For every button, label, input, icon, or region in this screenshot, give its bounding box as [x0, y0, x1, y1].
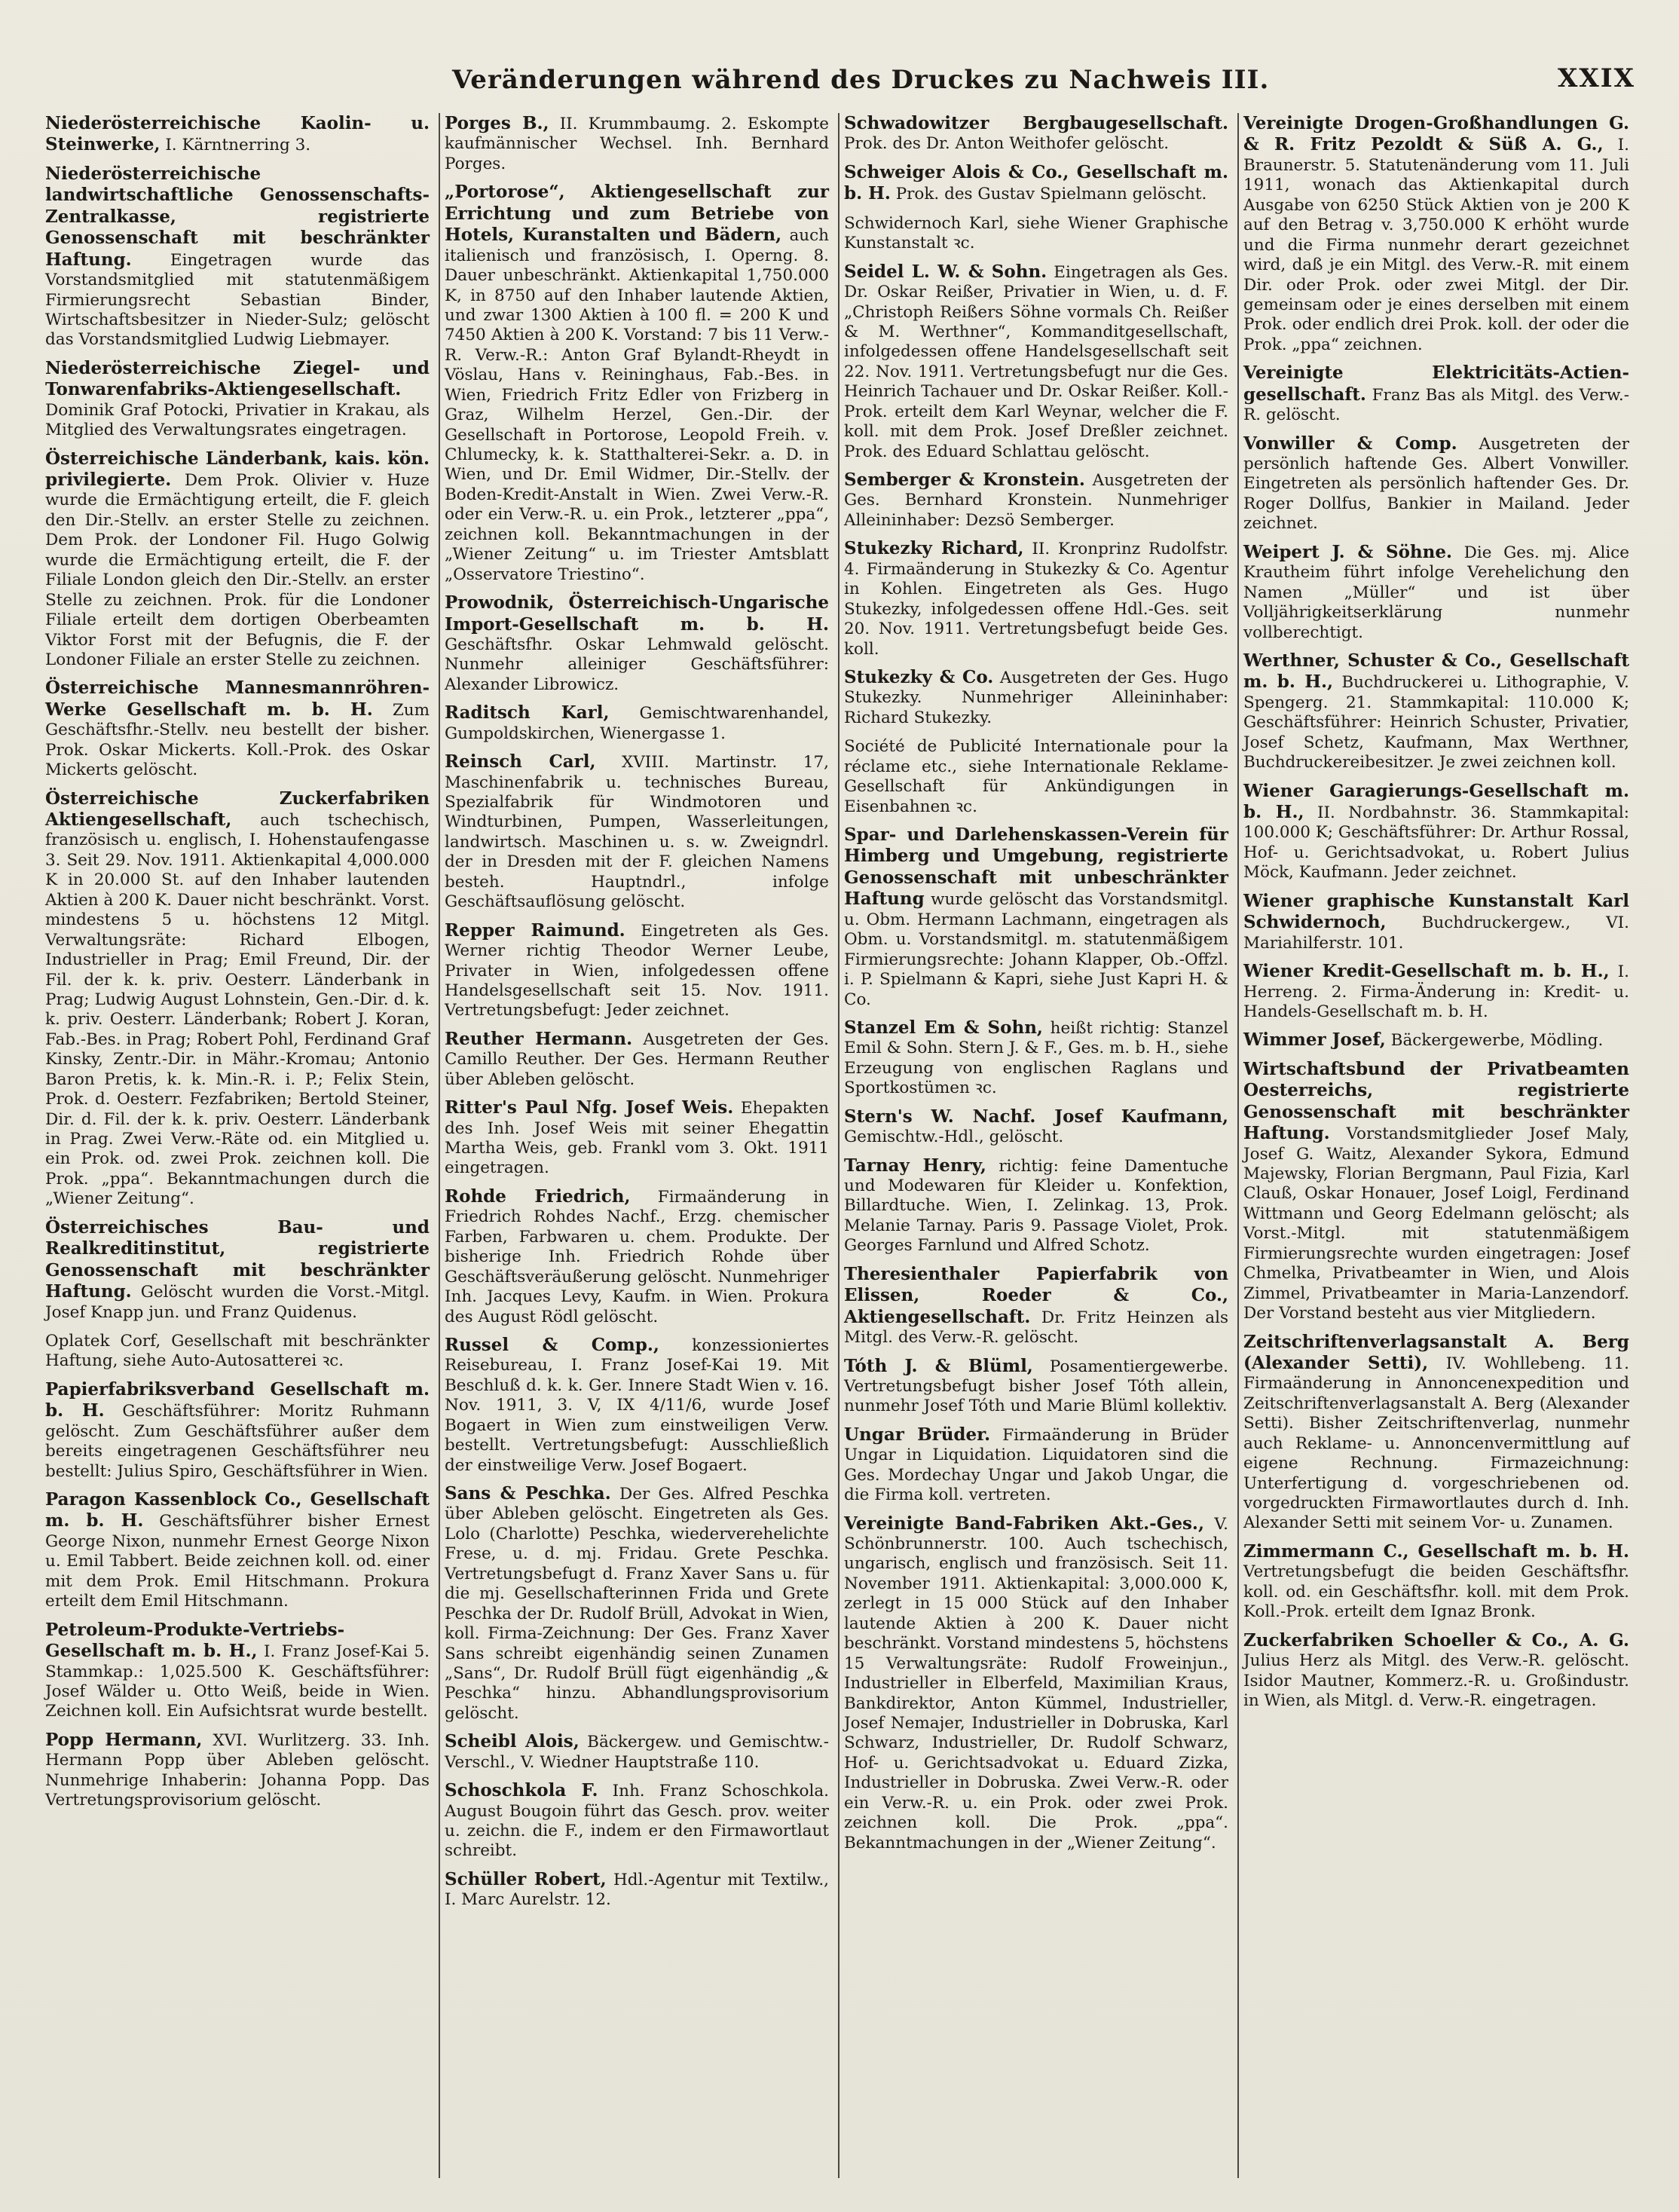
register-entry	[1243, 1630, 1629, 1712]
entry-text: Firmaänderung in Brüder Ungar in Liquidation. Liquidatoren sind die Ges. Mordechay Ungar und Jakob Ungar, die die Firma koll. vertreten.	[844, 1425, 1228, 1505]
register-entry	[445, 592, 829, 695]
entry-firm-name: Zimmermann C., Gesellschaft m. b. H.	[1243, 1540, 1629, 1562]
entry-text: I. Braunerstr. 5. Statutenänderung vom 11. Juli 1911, wonach das Aktienkapital durch Ausgabe von 6250 Stück Aktien von je 200 K auf den Betrag v. 3,750.000 K erhöht wurde und die Firma nunmehr derart gezeichnet wird, daß je ein Mitgl. des Verw.-R. mit einem Dir. oder Prok. oder zwei Mitgl. der Dir. gemeinsam oder je eines derselben mit einem Prok. oder endlich drei Prok. koll. der oder die Prok. „ppa“ zeichnen.	[1243, 136, 1629, 354]
entry-text: V. Schönbrunnerstr. 100. Auch tschechisch, ungarisch, englisch und französisch. Seit 11. November 1911. Aktienkapital: 3,000.000 K, zerlegt in 15 000 Stück auf den Inhaber lautende Aktien à 200 K. Dauer nicht beschränkt. Vorstand mindestens 5, höchstens 15 Verwaltungsräte: Rudolf Froweinjun., Industrieller in Elberfeld, Maximilian Kraus, Bankdirektor, Anton Kümmel, Industrieller, Josef Nemajer, Industrieller in Dobruska, Karl Schwarz, Industrieller, Dr. Rudolf Schwarz, Hof- u. Gerichtsadvokat u. Eduard Zizka, Industrieller in Dobruska. Zwei Verw.-R. oder ein Verw.-R. u. ein Prok. oder zwei Prok. zeichnen koll. Die Prok. „ppa“. Bekanntmachungen in der „Wiener Zeitung“.	[844, 1514, 1228, 1853]
entry-firm-name: Wirtschaftsbund der Privatbeamten Oesterreichs, registrierte Genossenschaft mit beschränkter Haftung.	[1243, 1058, 1629, 1144]
entry-firm-name: Schüller Robert,	[445, 1868, 607, 1889]
entry-firm-name: Repper Raimund.	[445, 919, 625, 941]
entry-text: richtig: feine Damentuche und Modewaren für Kleider u. Konfektion, Billardtuche. Wien, I. Zelinkag. 13, Prok. Melanie Tarnay. Paris 9. Passage Violet, Prok. Georges Farnlund und Alfred Schotz.	[844, 1156, 1228, 1256]
register-entry	[1243, 1541, 1629, 1623]
register-entry	[445, 1483, 829, 1724]
text-columns	[41, 113, 1640, 2178]
entry-firm-name: Porges B.,	[445, 113, 549, 133]
entry-firm-name: Niederösterreichische Kaolin- u. Steinwerke,	[45, 113, 430, 155]
entry-text: II. Kronprinz Rudolfstr. 4. Firmaänderung in Stukezky & Co. Agentur in Kohlen. Eingetreten als Ges. Hugo Stukezky, infolgedessen offene Hdl.-Ges. seit 20. Nov. 1911. Vertretungsbefugt beide Ges. koll.	[844, 540, 1228, 659]
entry-firm-name: Stukezky Richard,	[844, 538, 1024, 559]
entry-firm-name: Schweiger Alois & Co., Gesellschaft m. b. H.	[844, 161, 1228, 204]
entry-text: Inh. Franz Schoschkola. August Bougoin führt das Gesch. prov. weiter u. zeichn. die F., indem er den Firmawortlaut schreibt.	[445, 1782, 829, 1861]
entry-text: Der Ges. Alfred Peschka über Ableben gelöscht. Eingetreten als Ges. Lolo (Charlotte) Peschka, wiederverehelichte Frese, u. d. mj. Fridau. Grete Peschka. Vertretungsbefugt d. Franz Xaver Sans u. für die mj. Gesellschafterinnen Frida und Grete Peschka der Dr. Rudolf Brüll, Advokat in Wien, koll. Firma-Zeichnung: Der Ges. Franz Xaver Sans schreibt eigenhändig seinen Zunamen „Sans“, Dr. Rudolf Brüll fügt eigenhändig „& Peschka“ hinzu. Abhandlungsprovisorium gelöscht.	[445, 1485, 830, 1723]
entry-text: Société de Publicité Internationale pour la réclame etc., siehe Internationale Reklame-Gesellschaft für Ankündigungen in Eisenbahnen ꝛc.	[844, 737, 1228, 816]
register-entry	[1243, 1030, 1629, 1051]
entry-text: Prok. des Gustav Spielmann gelöscht.	[895, 185, 1207, 204]
column-4	[1239, 113, 1638, 2178]
entry-text: Dr. Fritz Heinzen als Mitgl. des Verw.-R. gelöscht.	[844, 1308, 1228, 1348]
entry-text: XVIII. Martinstr. 17, Maschinenfabrik u. technisches Bureau, Spezialfabrik für Windmotoren und Windturbinen, Pumpen, Wasserleitungen, landwirtsch. Maschinen u. s. w. Zweigndrl. der in Dresden mit der F. gleichen Namens besteh. Hauptndrl., infolge Geschäftsauflösung gelöscht.	[445, 753, 829, 912]
register-entry	[445, 920, 829, 1021]
entry-firm-name: Russel & Comp.,	[445, 1334, 659, 1355]
register-entry	[445, 1731, 829, 1773]
entry-firm-name: Werthner, Schuster & Co., Gesellschaft m. b. H.,	[1243, 650, 1629, 693]
register-entry	[844, 1513, 1228, 1853]
entry-firm-name: „Portorose“, Aktiengesellschaft zur Errichtung und zum Betriebe von Hotels, Kuranstalten und Bädern,	[445, 182, 829, 246]
entry-text: Vorstandsmitglieder Josef Maly, Josef G. Waitz, Alexander Sykora, Edmund Majewsky, Florian Bergmann, Paul Fizia, Karl Clauß, Oskar Honauer, Josef Loigl, Ferdinand Wittmann und Georg Edelmann gelöscht; als Vorst.-Mitgl. mit statutenmäßigem Firmierungsrechte wurden eingetragen: Josef Chmelka, Privatbeamter in Wien, und Alois Zimmel, Privatbeamter in Maria-Lanzendorf. Der Vorstand besteht aus vier Mitgliedern.	[1243, 1124, 1629, 1323]
entry-firm-name: Österreichische Mannesmannröhren-Werke Gesellschaft m. b. H.	[45, 678, 430, 720]
entry-text: Oplatek Corf, Gesellschaft mit beschränkter Haftung, siehe Auto-Autosatterei ꝛc.	[45, 1331, 430, 1371]
entry-text: Ausgetreten der Ges. Hugo Stukezky. Nunmehriger Alleininhaber: Richard Stukezky.	[844, 668, 1228, 727]
register-entry	[1243, 961, 1629, 1022]
register-entry	[445, 182, 829, 585]
entry-text: Die Ges. mj. Alice Krautheim führt infolge Verehelichung den Namen „Müller“ und ist über Volljährigkeitserklärung nunmehr vollberechtigt.	[1243, 543, 1629, 642]
entry-text: Eingetreten als Ges. Werner richtig Theodor Werner Leube, Privater in Wien, infolgedessen offene Handelsgesellschaft seit 15. Nov. 1911. Vertretungsbefugt: Jeder zeichnet.	[445, 921, 829, 1020]
register-entry	[445, 1869, 829, 1911]
entry-text: Gemischtw.-Hdl., gelöscht.	[844, 1127, 1064, 1147]
register-entry	[844, 1106, 1228, 1148]
register-entry	[844, 1017, 1228, 1099]
register-entry	[445, 113, 829, 174]
register-entry	[1243, 542, 1629, 643]
register-entry	[1243, 1332, 1629, 1534]
register-entry	[844, 1155, 1228, 1256]
register-entry	[445, 1029, 829, 1090]
entry-text: Dem Prok. Olivier v. Huze wurde die Ermächtigung erteilt, die F. gleich den Dir.-Stellv. an erster Stelle zu zeichnen. Dem Prok. der Londoner Fil. Hugo Golwig wurde die Ermächtigung erteilt, die F. der Filiale London gleich den Dir.-Stellv. an erster Stelle zu zeichnen. Prok. für die Londoner Filiale erteilt dem dortigen Oberbeamten Viktor Forst mit der Befugnis, die F. der Londoner Filiale an erster Stelle zu zeichnen.	[45, 471, 430, 669]
entry-text: Bäckergewerbe, Mödling.	[1390, 1031, 1604, 1051]
register-entry	[1243, 650, 1629, 773]
entry-text: auch italienisch und französisch, I. Operng. 8. Dauer unbeschränkt. Aktienkapital 1,750.000 K, in 8750 auf den Inhaber lautende Aktien, und zwar 1300 Aktien à 100 fl. = 200 K und 7450 Aktien à 200 K. Vorstand: 7 bis 11 Verw.-R. Verw.-R.: Anton Graf Bylandt-Rheydt in Vöslau, Hans v. Reininghaus, Fab.-Bes. in Wien, Friedrich Fritz Edler von Frizberg in Graz, Wilhelm Herzel, Gen.-Dir. der Gesellschaft in Portorose, Leopold Freih. v. Chlumecky, k. k. Statthalterei-Sekr. a. D. in Wien, und Dr. Emil Widmer, Dir.-Stellv. der Boden-Kredit-Anstalt in Wien. Zwei Verw.-R. oder ein Verw.-R. u. ein Prok., letzterer „ppa“, zeichnen koll. Bekanntmachungen in der „Wiener Zeitung“ u. im Triester Amtsblatt „Osservatore Triestino“.	[445, 226, 829, 584]
register-entry	[844, 667, 1228, 728]
entry-text: Hdl.-Agentur mit Textilw., I. Marc Aurelstr. 12.	[445, 1870, 829, 1910]
entry-text: Prok. des Dr. Anton Weithofer gelöscht.	[844, 134, 1170, 154]
entry-text: heißt richtig: Stanzel Emil & Sohn. Stern J. & F., Ges. m. b. H., siehe Erzeugung von englischen Raglans und Sportkostümen ꝛc.	[844, 1018, 1228, 1098]
entry-text: I. Herreng. 2. Firma-Änderung in: Kredit- u. Handels-Gesellschaft m. b. H.	[1243, 962, 1629, 1021]
entry-text: Geschäftsfhr. Oskar Lehmwald gelöscht. Nunmehr alleiniger Geschäftsführer: Alexander Librowicz.	[445, 635, 829, 694]
entry-firm-name: Reuther Hermann.	[445, 1028, 633, 1049]
register-entry	[45, 1379, 430, 1482]
entry-firm-name: Österreichische Zuckerfabriken Aktiengesellschaft,	[45, 788, 430, 830]
register-entry	[844, 262, 1228, 462]
entry-text: Ehepakten des Inh. Josef Weis mit seiner Ehegattin Martha Weis, geb. Frankl vom 3. Okt. 1911 eingetragen.	[445, 1099, 829, 1178]
entry-firm-name: Scheibl Alois,	[445, 1731, 580, 1752]
entry-firm-name: Sans & Peschka.	[445, 1483, 611, 1504]
entry-firm-name: Semberger & Kronstein.	[844, 470, 1085, 490]
register-entry	[1243, 891, 1629, 953]
column-3	[840, 113, 1239, 2178]
entry-text: Dominik Graf Potocki, Privatier in Krakau, als Mitglied des Verwaltungsrates eingetragen.	[45, 400, 430, 440]
entry-firm-name: Petroleum-Produkte-Vertriebs-Gesellschaft m. b. H.,	[45, 1619, 345, 1662]
entry-firm-name: Wiener graphische Kunstanstalt Karl Schwidernoch,	[1243, 890, 1629, 933]
entry-firm-name: Vereinigte Drogen-Großhandlungen G. & R. Fritz Pezoldt & Süß A. G.,	[1243, 113, 1629, 155]
register-entry	[45, 113, 430, 156]
register-entry	[45, 448, 430, 671]
entry-text: Eingetragen wurde das Vorstandsmitglied mit statutenmäßigem Firmierungsrecht Sebastian Binder, Wirtschaftsbesitzer in Nieder-Sulz; gelöscht das Vorstandsmitglied Ludwig Liebmayer.	[45, 250, 430, 350]
register-entry	[45, 788, 430, 1210]
entry-text: wurde gelöscht das Vorstandsmitgl. u. Obm. Hermann Lachmann, eingetragen als Obm. u. Vorstandsmitgl. m. statutenmäßigem Firmierungsrechte: Johann Klapper, Ob.-Offzl. i. P. Spielmann & Kapri, siehe Just Kapri H. & Co.	[844, 890, 1228, 1009]
register-entry	[1243, 113, 1629, 355]
register-entry	[45, 1217, 430, 1323]
register-entry	[445, 1186, 829, 1327]
entry-text: Firmaänderung in Friedrich Rohdes Nachf., Erzg. chemischer Farben, Farbwaren u. chem. Produkte. Der bisherige Inh. Friedrich Rohde über Geschäftsveräußerung gelöscht. Nunmehriger Inh. Jacques Levy, Kaufm. in Wien. Prokura des August Rödl gelöscht.	[445, 1187, 829, 1326]
entry-text: Ausgetreten der Ges. Bernhard Kronstein. Nunmehriger Alleininhaber: Dezsö Semberger.	[844, 471, 1228, 530]
entry-firm-name: Seidel L. W. & Sohn.	[844, 261, 1047, 282]
entry-firm-name: Vonwiller & Comp.	[1243, 433, 1457, 454]
register-entry	[445, 1335, 829, 1476]
entry-firm-name: Theresienthaler Papierfabrik von Elissen, Roeder & Co., Aktiengesellschaft.	[844, 1263, 1228, 1327]
register-entry	[844, 538, 1228, 659]
entry-text: Gemischtwarenhandel, Gumpoldskirchen, Wienergasse 1.	[445, 704, 829, 743]
running-title: Veränderungen während des Druckes zu Nachweis III.	[452, 65, 1270, 95]
page-number: XXIX	[1557, 63, 1635, 93]
register-entry	[445, 1780, 829, 1862]
entry-firm-name: Reinsch Carl,	[445, 751, 596, 773]
entry-text: Franz Bas als Mitgl. des Verw.-R. gelöscht.	[1243, 385, 1629, 425]
entry-firm-name: Weipert J. & Söhne.	[1243, 541, 1453, 562]
register-entry	[45, 164, 430, 350]
entry-text: I. Kärntnerring 3.	[165, 136, 311, 155]
register-entry	[45, 1489, 430, 1612]
entry-text: Geschäftsführer bisher Ernest George Nixon, nunmehr Ernest George Nixon u. Emil Tabbert. Beide zeichnen koll. od. einer mit dem Prok. Emil Hitschmann. Prokura erteilt dem Emil Hitschmann.	[45, 1512, 430, 1611]
entry-firm-name: Stanzel Em & Sohn,	[844, 1017, 1043, 1038]
register-entry	[1243, 781, 1629, 883]
entry-text: Geschäftsführer: Moritz Ruhmann gelöscht. Zum Geschäftsführer außer dem bereits eingetragenen Geschäftsführer neu bestellt: Julius Spiro, Geschäftsführer in Wien.	[45, 1402, 430, 1481]
entry-text: Ausgetreten der persönlich haftende Ges. Albert Vonwiller. Eingetreten als persönlich haftender Ges. Dr. Roger Dollfus, Bankier in Mailand. Jeder zeichnet.	[1243, 434, 1629, 534]
register-entry	[844, 1264, 1228, 1348]
entry-firm-name: Ungar Brüder.	[844, 1424, 991, 1445]
column-1	[41, 113, 440, 2178]
register-entry	[45, 1730, 430, 1811]
entry-text: I. Franz Josef-Kai 5. Stammkap.: 1,025.500 K. Geschäftsführer: Josef Wälder u. Otto Weiß, beide in Wien. Zeichnen koll. Ein Aufsichtsrat wurde bestellt.	[45, 1642, 430, 1721]
entry-firm-name: Österreichische Länderbank, kais. kön. privilegierte.	[45, 448, 430, 490]
entry-text: XVI. Wurlitzerg. 33. Inh. Hermann Popp über Ableben gelöscht. Nunmehrige Inhaberin: Johanna Popp. Das Vertretungsprovisorium gelöscht.	[45, 1730, 430, 1810]
register-entry	[844, 825, 1228, 1010]
entry-text: Julius Herz als Mitgl. des Verw.-R. gelöscht. Isidor Mautner, Kommerz.-R. u. Großindustr. in Wien, als Mitgl. d. Verw.-R. eingetragen.	[1243, 1651, 1629, 1710]
register-entry	[844, 162, 1228, 205]
entry-firm-name: Schwadowitzer Bergbaugesellschaft.	[844, 113, 1228, 133]
entry-text: Buchdruckergew., VI. Mariahilferstr. 101.	[1243, 913, 1629, 953]
register-entry	[445, 1097, 829, 1179]
entry-firm-name: Österreichisches Bau- und Realkreditinstitut, registrierte Genossenschaft mit beschränkter Haftung.	[45, 1216, 430, 1302]
entry-text: Zum Geschäftsfhr.-Stellv. neu bestellt der bisher. Prok. Oskar Mickerts. Koll.-Prok. des Oskar Mickerts gelöscht.	[45, 700, 430, 780]
entry-firm-name: Stukezky & Co.	[844, 666, 994, 687]
running-head	[0, 56, 1679, 101]
entry-text: II. Krummbaumg. 2. Eskompte kaufmännischer Wechsel. Inh. Bernhard Porges.	[445, 115, 829, 173]
register-entry	[844, 213, 1228, 254]
register-entry	[844, 1424, 1228, 1506]
register-entry	[1243, 433, 1629, 534]
entry-text: Ausgetreten der Ges. Camillo Reuther. Der Ges. Hermann Reuther über Ableben gelöscht.	[445, 1030, 829, 1089]
register-entry	[45, 358, 430, 441]
register-entry	[1243, 1059, 1629, 1324]
entry-text: IV. Wohllebeng. 11. Firmaänderung in Annoncenexpedition und Zeitschriftenverlagsanstalt A. Berg (Alexander Setti). Bisher Zeitschriftenverlag, nunmehr auch Reklame- u. Annoncenvermittlung auf eigene Rechnung. Firmazeichnung: Unterfertigung d. vorgeschriebenen od. vorgedruckten Firmawortlautes durch d. Inh. Alexander Setti mit seinem Vor- u. Zunamen.	[1243, 1354, 1629, 1533]
entry-firm-name: Raditsch Karl,	[445, 702, 610, 724]
register-entry	[445, 702, 829, 744]
entry-firm-name: Zuckerfabriken Schoeller & Co., A. G.	[1243, 1629, 1629, 1651]
entry-firm-name: Ritter's Paul Nfg. Josef Weis.	[445, 1097, 734, 1118]
entry-text: konzessioniertes Reisebureau, I. Franz Josef-Kai 19. Mit Beschluß d. k. k. Ger. Innere Stadt Wien v. 16. Nov. 1911, 3. V, IX 4/11/6, wurde Josef Bogaert in Wien zum einstweiligen Verw. bestellt. Vertretungsbefugt: Ausschließlich der einstweilige Verw. Josef Bogaert.	[445, 1335, 830, 1475]
entry-text: II. Nordbahnstr. 36. Stammkapital: 100.000 K; Geschäftsführer: Dr. Arthur Rossal, Hof- u. Gerichtsadvokat, u. Robert Julius Möck, Kaufmann. Jeder zeichnet.	[1243, 803, 1629, 883]
register-entry	[844, 736, 1228, 817]
entry-firm-name: Paragon Kassenblock Co., Gesellschaft m. b. H.	[45, 1489, 430, 1531]
entry-text: Bäckergew. und Gemischtw.-Verschl., V. Wiedner Hauptstraße 110.	[445, 1733, 829, 1772]
register-entry	[445, 751, 829, 913]
entry-firm-name: Niederösterreichische landwirtschaftliche Genossenschafts-Zentralkasse, registrierte Genossenschaft mit beschränkter Haftung.	[45, 163, 430, 270]
entry-firm-name: Tarnay Henry,	[844, 1155, 986, 1176]
entry-firm-name: Schoschkola F.	[445, 1780, 598, 1801]
entry-firm-name: Tóth J. & Blüml,	[844, 1355, 1033, 1376]
register-entry	[45, 1330, 430, 1372]
entry-firm-name: Wimmer Josef,	[1243, 1030, 1386, 1051]
entry-text: Gelöscht wurden die Vorst.-Mitgl. Josef Knapp jun. und Franz Quidenus.	[45, 1283, 430, 1322]
register-entry	[1243, 363, 1629, 425]
entry-text: Schwidernoch Karl, siehe Wiener Graphische Kunstanstalt ꝛc.	[844, 213, 1228, 253]
entry-firm-name: Vereinigte Elektricitäts-Actien-gesellschaft.	[1243, 363, 1629, 405]
entry-firm-name: Vereinigte Band-Fabriken Akt.-Ges.,	[844, 1513, 1204, 1534]
entry-firm-name: Popp Hermann,	[45, 1729, 203, 1750]
entry-firm-name: Niederösterreichische Ziegel- und Tonwarenfabriks-Aktiengesellschaft.	[45, 357, 430, 400]
entry-text: Eingetragen als Ges. Dr. Oskar Reißer, Privatier in Wien, u. d. F. „Christoph Reißers Söhne vormals Ch. Reißer & M. Werthner“, Kommanditgesellschaft, infolgedessen offene Handelsgesellschaft seit 22. Nov. 1911. Vertretungsbefugt nur die Ges. Heinrich Tachauer und Dr. Oskar Reißer. Koll.-Prok. erteilt dem Karl Weynar, welcher die F. koll. mit dem Prok. Josef Dreßler zeichnet. Prok. des Eduard Schlattau gelöscht.	[844, 262, 1228, 461]
entry-firm-name: Papierfabriksverband Gesellschaft m. b. H.	[45, 1378, 430, 1421]
register-entry	[844, 470, 1228, 531]
register-entry	[844, 1356, 1228, 1417]
entry-text: Posamentiergewerbe. Vertretungsbefugt bisher Josef Tóth allein, nunmehr Josef Tóth und Marie Blüml kollektiv.	[844, 1357, 1228, 1416]
entry-text: Vertretungsbefugt die beiden Geschäftsfhr. koll. od. ein Geschäftsfhr. koll. mit dem Prok. Koll.-Prok. erteilt dem Ignaz Bronk.	[1243, 1562, 1629, 1622]
entry-firm-name: Spar- und Darlehenskassen-Verein für Himberg und Umgebung, registrierte Genossenschaft mit unbeschränkter Haftung	[844, 825, 1228, 910]
entry-firm-name: Prowodnik, Österreichisch-Ungarische Import-Gesellschaft m. b. H.	[445, 592, 829, 635]
entry-firm-name: Zeitschriftenverlagsanstalt A. Berg (Alexander Setti),	[1243, 1331, 1629, 1373]
column-2	[440, 113, 840, 2178]
register-entry	[844, 113, 1228, 155]
register-entry	[45, 678, 430, 780]
entry-text: auch tschechisch, französisch u. englisch, I. Hohenstaufengasse 3. Seit 29. Nov. 1911. Aktienkapital 4,000.000 K in 20.000 St. auf den Inhaber lautenden Aktien à 200 K. Dauer nicht beschränkt. Vorst. mindestens 5 u. höchstens 12 Mitgl. Verwaltungsräte: Richard Elbogen, Industrieller in Prag; Emil Freund, Dir. der Fil. der k. k. priv. Oesterr. Länderbank in Prag; Ludwig August Lohnstein, Gen.-Dir. d. k. k. priv. Oesterr. Länderbank; Robert J. Koran, Fab.-Bes. in Prag; Robert Pohl, Ferdinand Graf Kinsky, Zentr.-Dir. in Mähr.-Kromau; Antonio Baron Pretis, k. k. Min.-R. i. P.; Felix Stein, Prok. d. Oesterr. Fezfabriken; Bertold Steiner, Dir. d. Fil. der k. k. priv. Oesterr. Länderbank in Prag. Zwei Verw.-Räte od. ein Mitglied u. ein Prok. od. zwei Prok. zeichnen koll. Die Prok. „ppa“. Bekanntmachungen durch die „Wiener Zeitung“.	[45, 811, 430, 1209]
register-entry	[45, 1620, 430, 1722]
entry-firm-name: Wiener Garagierungs-Gesellschaft m. b. H.,	[1243, 780, 1629, 822]
entry-firm-name: Stern's W. Nachf. Josef Kaufmann,	[844, 1106, 1228, 1127]
entry-firm-name: Rohde Friedrich,	[445, 1186, 631, 1207]
entry-firm-name: Wiener Kredit-Gesellschaft m. b. H.,	[1243, 961, 1610, 982]
entry-text: Buchdruckerei u. Lithographie, V. Spengerg. 21. Stammkapital: 110.000 K; Geschäftsführer: Heinrich Schuster, Privatier, Josef Schetz, Kaufmann, Max Werthner, Buchdruckereibesitzer. Je zwei zeichnen koll.	[1243, 673, 1629, 773]
